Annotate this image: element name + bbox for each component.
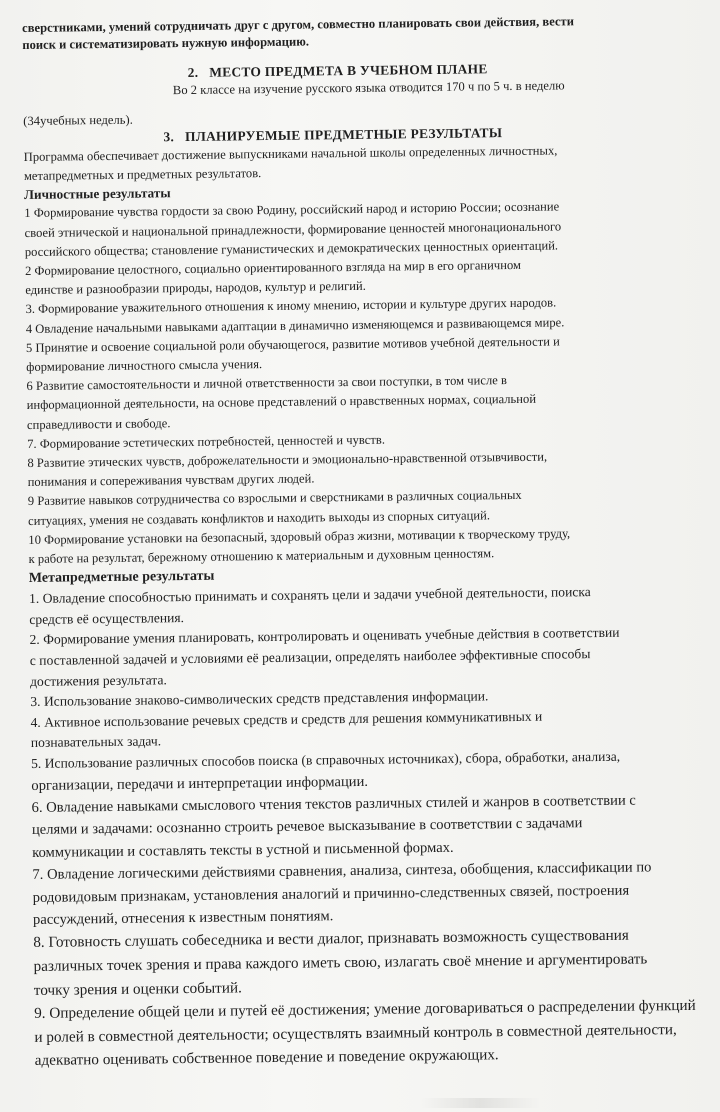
text-line: 7. Овладение логическими действиями сравнения, анализа, синтеза, обобщения, классификации по xyxy=(32,859,652,884)
text-line: 4. Активное использование речевых средств и средств для решения коммуникативных и xyxy=(30,708,543,730)
section-3-number: 3. xyxy=(163,129,175,145)
document-body xyxy=(22,11,720,1073)
text-line: 1. Овладение способностью принимать и сохранять цели и задачи учебной деятельности, поиска xyxy=(28,584,591,607)
text-line: информационной деятельности, на основе представлений о нравственных нормах, социальной xyxy=(26,392,537,413)
text-line: адекватно оценивать собственное поведение и поведение окружающих. xyxy=(34,1046,499,1070)
intro-paragraph xyxy=(22,11,720,54)
text-line: 7. Формирование эстетических потребностей, ценностей и чувств. xyxy=(27,432,386,451)
text-line: Программа обеспечивает достижение выпускниками начальной школы определенных личностных, xyxy=(23,143,558,164)
text-line: 6. Овладение навыками смыслового чтения текстов различных стилей и жанров в соответствии с xyxy=(31,792,636,816)
meta-results-list-part2 xyxy=(31,765,720,931)
meta-results-heading: Метапредметные результаты xyxy=(28,568,215,587)
text-line: понимания и сопереживания чувствам других людей. xyxy=(27,471,315,490)
text-line: 9 Развитие навыков сотрудничества со взрослыми и сверстниками в различных социальных xyxy=(27,488,522,509)
text-line: 10 Формирование установки на безопасный, здоровый образ жизни, мотивации к творческому труду, xyxy=(28,526,571,547)
text-line: и ролей в совместной деятельности; осуществлять взаимный контроль в совместной деятельности, xyxy=(34,1020,677,1046)
section-2-title: МЕСТО ПРЕДМЕТА В УЧЕБНОМ ПЛАНЕ xyxy=(209,61,488,80)
text-line: российского общества; становление гуманистических и демократических ценностных ориентаций. xyxy=(24,238,559,259)
text-line: с поставленной задачей и условиями её реализации, определять наиболее эффективные способы xyxy=(29,646,591,668)
text-line: к работе на результат, бережному отношению к материальным и духовным ценностям. xyxy=(28,546,495,567)
text-line: рассуждений, отнесения к известным понятиям. xyxy=(32,908,334,928)
section-3-title: ПЛАНИРУЕМЫЕ ПРЕДМЕТНЫЕ РЕЗУЛЬТАТЫ xyxy=(184,125,503,145)
text-line: справедливости и свободе. xyxy=(26,415,171,432)
text-line: 3. Использование знаково-символических средств представления информации. xyxy=(30,688,489,710)
text-line: 8 Развитие этических чувств, доброжелательности и эмоционально-нравственной отзывчивости, xyxy=(27,449,548,471)
personal-results-heading: Личностные результаты xyxy=(24,185,171,203)
text-line: коммуникации и составлять тексты в устной и письменной формах. xyxy=(32,839,454,861)
text-line: ситуациях, умения не создавать конфликтов и находить выходы из спорных ситуаций. xyxy=(28,507,491,528)
text-line: (34учебных недель). xyxy=(23,112,133,128)
text-line: родовидовым признакам, установления аналогий и причинно-следственных связей, построения xyxy=(32,882,630,906)
text-line: 6 Развитие самостоятельности и личной ответственности за свои поступки, в том числе в xyxy=(26,373,507,394)
text-line: единстве и разнообразии природы, народов, культур и религий. xyxy=(25,279,366,298)
text-line: своей этнической и национальной принадлежности, формирование ценностей многонационального xyxy=(24,219,562,240)
text-line: различных точек зрения и права каждого иметь свою, излагать своё мнение и аргументировать xyxy=(33,950,648,975)
text-line: средств её осуществления. xyxy=(29,609,185,627)
text-line: поиск и систематизировать нужную информацию. xyxy=(22,34,310,52)
scan-smudge xyxy=(420,1098,540,1108)
text-line: целями и задачами: осознанно строить речевое высказывание в соответствии с задачами xyxy=(31,815,583,839)
text-line: Во 2 классе на изучение русского языка отводится 170 ч по 5 ч. в неделю xyxy=(172,78,565,98)
text-line: 3. Формирование уважительного отношения к иному мнению, истории и культуре других народов. xyxy=(25,295,557,317)
text-line: сверстниками, умений сотрудничать друг с другом, совместно планировать свои действия, вести xyxy=(22,14,575,35)
text-line: 1 Формирование чувства гордости за свою Родину, российский народ и историю России; осознание xyxy=(24,199,560,221)
text-line: познавательных задач. xyxy=(30,733,162,751)
text-line: 5 Принятие и освоение социальной роли обучающегося, развитие мотивов учебной деятельности и xyxy=(25,334,560,355)
text-line: 4 Овладение начальными навыками адаптации в динамично изменяющемся и развивающемся мире. xyxy=(25,315,565,336)
text-line: 8. Готовность слушать собеседника и вести диалог, признавать возможность существования xyxy=(33,927,629,952)
personal-results-list xyxy=(24,195,720,569)
text-line: точку зрения и оценки событий. xyxy=(33,979,242,999)
section-2-number: 2. xyxy=(187,64,199,80)
text-line: 5. Использование различных способов поиска (в справочных источниках), сбора, обработки, анализа, xyxy=(30,748,621,771)
text-line: достижения результата. xyxy=(29,671,167,689)
text-line: метапредметных и предметных результатов. xyxy=(23,166,262,184)
meta-results-list-part1 xyxy=(29,580,720,775)
meta-results-list-part3 xyxy=(33,922,720,1073)
text-line: 2 Формирование целостного, социально ориентированного взгляда на мир в его органичном xyxy=(24,257,522,278)
text-line: 9. Определение общей цели и путей её достижения; умение договариваться о распределении функций xyxy=(34,997,696,1023)
text-line: формирование личностного смысла учения. xyxy=(26,357,263,375)
text-line: 2. Формирование умения планировать, контролировать и оценивать учебные действия в соответствии xyxy=(29,625,620,648)
text-line: организации, передачи и интерпретации информации. xyxy=(31,773,369,794)
